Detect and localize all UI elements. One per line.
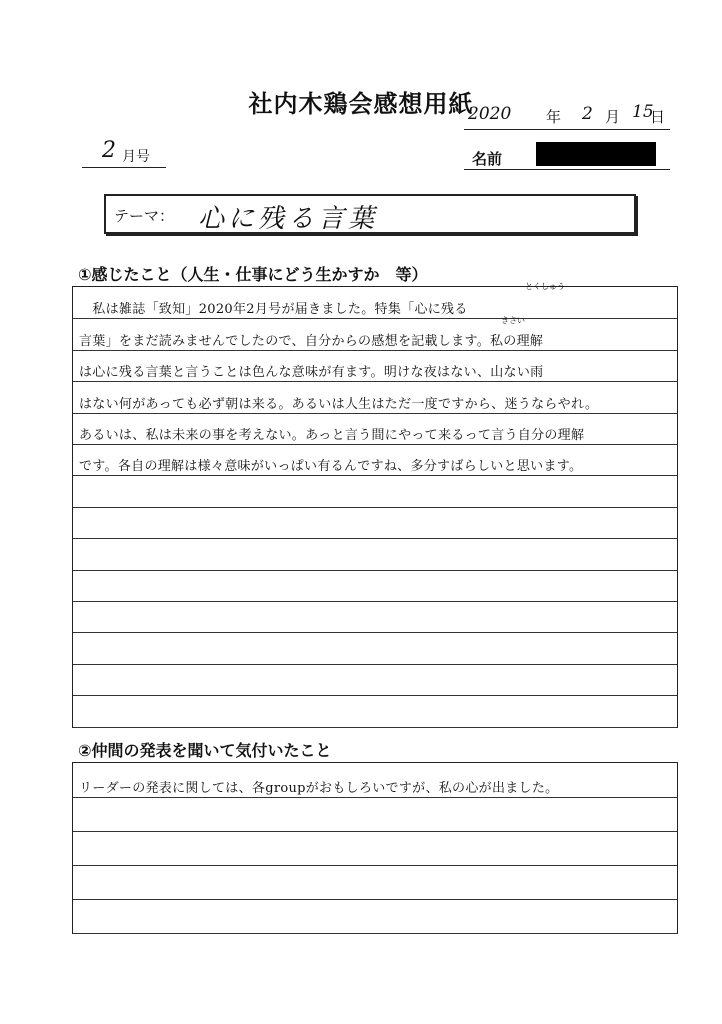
ruled-line bbox=[73, 899, 677, 934]
section1-answer-box[interactable] bbox=[72, 282, 678, 728]
issue-underline bbox=[82, 167, 166, 168]
section2-lines bbox=[73, 763, 677, 933]
theme-label: テーマ： bbox=[114, 207, 175, 225]
theme-box[interactable] bbox=[104, 194, 636, 234]
ruled-line bbox=[73, 831, 677, 866]
handwritten-line: リーダーの発表に関しては、各groupがおもしろいですが、私の心が出ました。 bbox=[79, 781, 559, 796]
ruled-line bbox=[73, 797, 677, 832]
theme-value: 心に残る言葉 bbox=[198, 204, 379, 234]
ruled-line bbox=[73, 601, 677, 633]
date-day: 15 bbox=[632, 102, 654, 122]
date-day-unit: 日 bbox=[650, 108, 666, 126]
section2-answer-box[interactable] bbox=[72, 762, 678, 934]
date-month-unit: 月 bbox=[605, 108, 621, 126]
name-redaction bbox=[536, 142, 656, 166]
date-year-unit: 年 bbox=[546, 108, 562, 126]
ruled-line bbox=[73, 570, 677, 602]
name-underline bbox=[464, 169, 670, 170]
date-month: 2 bbox=[582, 104, 593, 124]
page-title: 社内木鶏会感想用紙 bbox=[248, 90, 474, 118]
issue-unit: 月号 bbox=[122, 149, 150, 165]
issue-number: 2 bbox=[102, 138, 116, 163]
handwritten-line: 言葉」をまだ読みませんでしたので、自分からの感想を記載します。私の理解 bbox=[79, 333, 544, 349]
ruby-tokushu: とくしゅう bbox=[525, 282, 565, 291]
ruled-line bbox=[73, 664, 677, 696]
date-year: 2020 bbox=[468, 104, 512, 124]
ruled-line bbox=[73, 475, 677, 507]
ruled-line bbox=[73, 695, 677, 727]
handwritten-line: 私は雑誌「致知」2020年2月号が届きました。特集「心に残る bbox=[79, 302, 468, 318]
section1-heading: ①感じたこと（人生・仕事にどう生かすか 等） bbox=[78, 265, 428, 284]
section1-lines bbox=[73, 287, 677, 727]
ruled-line bbox=[73, 507, 677, 539]
name-label: 名前 bbox=[472, 150, 503, 168]
ruby-kisai: きさい bbox=[501, 316, 525, 325]
issue-field[interactable] bbox=[82, 140, 166, 168]
handwritten-line: です。各自の理解は様々意味がいっぱい有るんですね、多分すばらしいと思います。 bbox=[79, 459, 583, 475]
handwritten-line: あるいは、私は未来の事を考えない。あっと言う間にやって来るって言う自分の理解 bbox=[79, 428, 585, 443]
handwritten-line: はない何があっても必ず朝は来る。あるいは人生はただ一度ですから、迷うならやれ。 bbox=[79, 396, 599, 412]
ruled-line bbox=[73, 865, 677, 900]
handwritten-line: は心に残る言葉と言うことは色んな意味が有ます。明けな夜はない、山ない雨 bbox=[79, 365, 544, 381]
ruled-line bbox=[73, 632, 677, 664]
date-field[interactable] bbox=[464, 104, 670, 130]
name-field[interactable] bbox=[464, 142, 670, 170]
ruled-line bbox=[73, 538, 677, 570]
section2-heading: ②仲間の発表を聞いて気付いたこと bbox=[78, 741, 332, 760]
date-underline bbox=[464, 129, 670, 130]
